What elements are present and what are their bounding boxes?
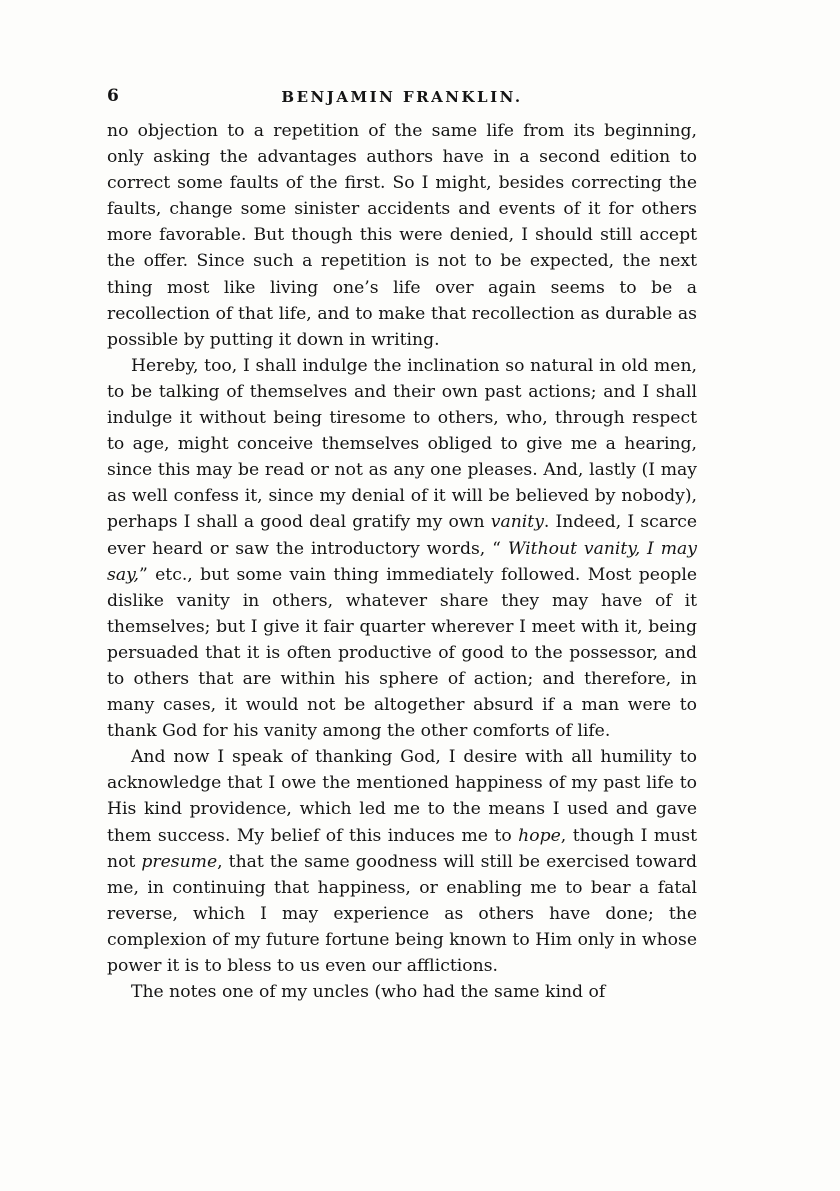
- italic-run: hope: [518, 825, 561, 846]
- text-run: , though I must not: [107, 825, 697, 872]
- body-text: [107, 118, 697, 1005]
- paragraph: [107, 979, 697, 1005]
- text-run: And now I speak of thanking God, I desire with all humility to acknowledge that I owe the mentioned happiness of my past life to His kind providence, which led me to the means I used and gave them success. My belief of this induces me to: [107, 747, 697, 846]
- italic-run: vanity: [490, 512, 544, 533]
- running-title: BENJAMIN FRANKLIN.: [281, 88, 523, 106]
- text-run: , that the same goodness will still be exercised toward me, in continuing that happiness, or enabling me to bear a fatal reverse, which I may experience as others have done; the complexion of my future fortune being known to Him only in whose power it is to bless to us even our afflictions.: [107, 851, 697, 976]
- italic-run: presume: [141, 851, 218, 872]
- text-run: The notes one of my uncles (who had the same kind of: [131, 982, 606, 1003]
- text-run: Hereby, too, I shall indulge the inclination so natural in old men, to be talking of themselves and their own past actions; and I shall indulge it without being tiresome to others, who, through respect to age, might conceive themselves obliged to give me a hearing, since this may be read or not as any one pleases. And, lastly (I may as well confess it, since my denial of it will be believed by nobody), perhaps I shall a good deal gratify my own: [107, 355, 697, 533]
- book-page: [107, 82, 697, 1005]
- paragraph: [107, 353, 697, 744]
- text-run: ” etc., but some vain thing immediately followed. Most people dislike vanity in others, whatever share they may have of it themselves; but I give it fair quarter wherever I meet with it, being persuaded that it is often productive of good to the possessor, and to others that are within his sphere of action; and therefore, in many cases, it would not be altogether absurd if a man were to thank God for his vanity among the other comforts of life.: [107, 564, 697, 742]
- page-number: 6: [107, 86, 119, 106]
- paragraph: [107, 118, 697, 353]
- running-head: [107, 82, 697, 108]
- italic-run: Without vanity, I may say,: [107, 538, 697, 585]
- text-run: . Indeed, I scarce ever heard or saw the introductory words, “: [107, 512, 697, 559]
- text-run: no objection to a repetition of the same life from its beginning, only asking the advantages authors have in a second edition to correct some faults of the first. So I might, besides correcting the faults, change some sinister accidents and events of it for others more favorable. But though this were denied, I should still accept the offer. Since such a repetition is not to be expected, the next thing most like living one’s life over again seems to be a recollection of that life, and to make that recollection as durable as possible by putting it down in writing.: [107, 121, 697, 350]
- paragraph: [107, 744, 697, 979]
